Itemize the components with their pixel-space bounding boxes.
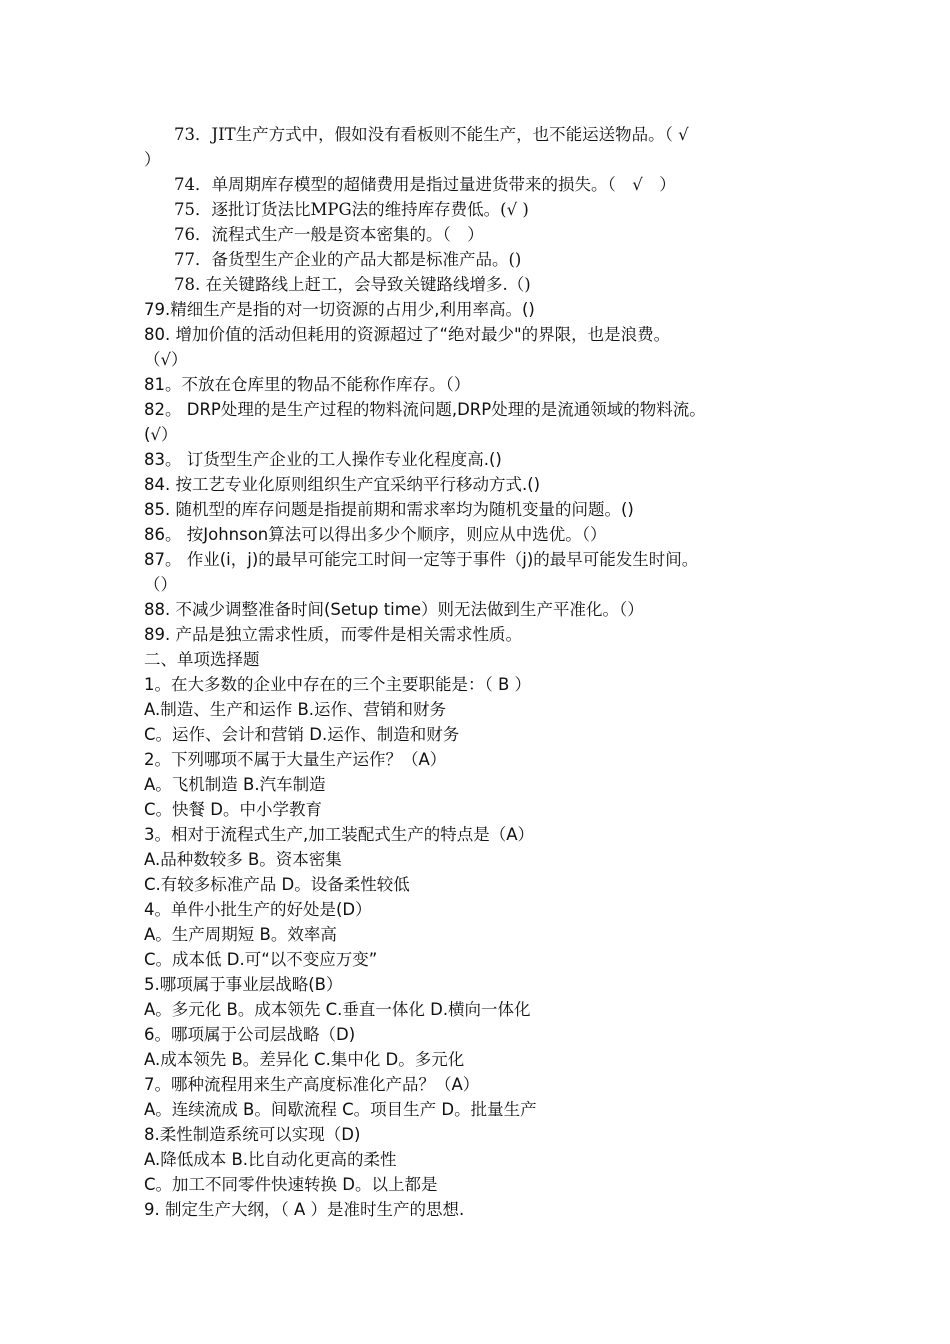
choice-question-3: 3。相对于流程式生产,加工装配式生产的特点是（A） [144,825,535,844]
choice-options-5: A。多元化 B。成本领先 C.垂直一体化 D.横向一体化 [144,1000,531,1019]
document-body [144,122,812,1222]
true-false-item-81: 81。不放在仓库里的物品不能称作库存。（） [144,375,471,394]
choice-question-8: 8.柔性制造系统可以实现（D) [144,1125,361,1144]
choice-question-7: 7。哪种流程用来生产高度标准化产品？（A） [144,1075,480,1094]
true-false-item-77: 77．备货型生产企业的产品大都是标准产品。() [174,250,522,269]
true-false-item-82: 82。 DRP处理的是生产过程的物料流问题,DRP处理的是流通领域的物料流。 [144,400,706,419]
choice-options-4a: A。生产周期短 B。效率高 [144,925,337,944]
true-false-item-87-answer: （） [144,575,177,594]
choice-options-2a: A。飞机制造 B.汽车制造 [144,775,326,794]
true-false-item-74: 74．单周期库存模型的超储费用是指过量进货带来的损失。（ √ ） [174,175,676,194]
choice-options-7: A。连续流成 B。间歇流程 C。项目生产 D。批量生产 [144,1100,537,1119]
choice-options-3a: A.品种数较多 B。资本密集 [144,850,342,869]
true-false-item-83: 83。 订货型生产企业的工人操作专业化程度高.() [144,450,502,469]
true-false-item-79: 79.精细生产是指的对一切资源的占用少,利用率高。() [144,300,535,319]
true-false-item-73-continued: ） [144,150,161,169]
section-heading: 二、单项选择题 [144,650,260,669]
choice-options-6: A.成本领先 B。差异化 C.集中化 D。多元化 [144,1050,465,1069]
choice-question-2: 2。下列哪项不属于大量生产运作？（A） [144,750,447,769]
true-false-item-80-answer: （√） [144,350,188,369]
true-false-item-88: 88. 不减少调整准备时间(Setup time）则无法做到生产平准化。（） [144,600,644,619]
true-false-item-73: 73．JIT生产方式中，假如没有看板则不能生产，也不能运送物品。（ √ [174,125,689,144]
true-false-item-86: 86。 按Johnson算法可以得出多少个顺序，则应从中选优。（） [144,525,607,544]
choice-options-1a: A.制造、生产和运作 B.运作、营销和财务 [144,700,447,719]
choice-question-4: 4。单件小批生产的好处是(D） [144,900,372,919]
choice-question-5: 5.哪项属于事业层战略(B） [144,975,343,994]
choice-options-2b: C。快餐 D。中小学教育 [144,800,322,819]
choice-options-8b: C。加工不同零件快速转换 D。以上都是 [144,1175,438,1194]
true-false-item-89: 89. 产品是独立需求性质，而零件是相关需求性质。 [144,625,522,644]
choice-options-8a: A.降低成本 B.比自动化更高的柔性 [144,1150,397,1169]
choice-options-4b: C。成本低 D.可“以不变应万变” [144,950,378,969]
choice-question-1: 1。在大多数的企业中存在的三个主要职能是：（ B ） [144,675,532,694]
true-false-item-85: 85. 随机型的库存问题是指提前期和需求率均为随机变量的问题。() [144,500,634,519]
choice-options-3b: C.有较多标准产品 D。设备柔性较低 [144,875,410,894]
true-false-item-82-answer: (√） [144,425,178,444]
true-false-item-84: 84. 按工艺专业化原则组织生产宜采纳平行移动方式.() [144,475,541,494]
choice-question-9: 9. 制定生产大纲，（ A ）是准时生产的思想. [144,1200,465,1219]
true-false-item-80: 80. 增加价值的活动但耗用的资源超过了“绝对最少"的界限，也是浪费。 [144,325,671,344]
choice-question-6: 6。哪项属于公司层战略（D) [144,1025,356,1044]
true-false-item-87: 87。 作业(i，j)的最早可能完工时间一定等于事件（j)的最早可能发生时间。 [144,550,699,569]
true-false-item-75: 75．逐批订货法比MPG法的维持库存费低。(√ ) [174,200,529,219]
true-false-item-76: 76．流程式生产一般是资本密集的。（ ） [174,225,484,244]
choice-options-1b: C。运作、会计和营销 D.运作、制造和财务 [144,725,460,744]
true-false-item-78: 78. 在关键路线上赶工，会导致关键路线增多.（) [174,275,531,294]
